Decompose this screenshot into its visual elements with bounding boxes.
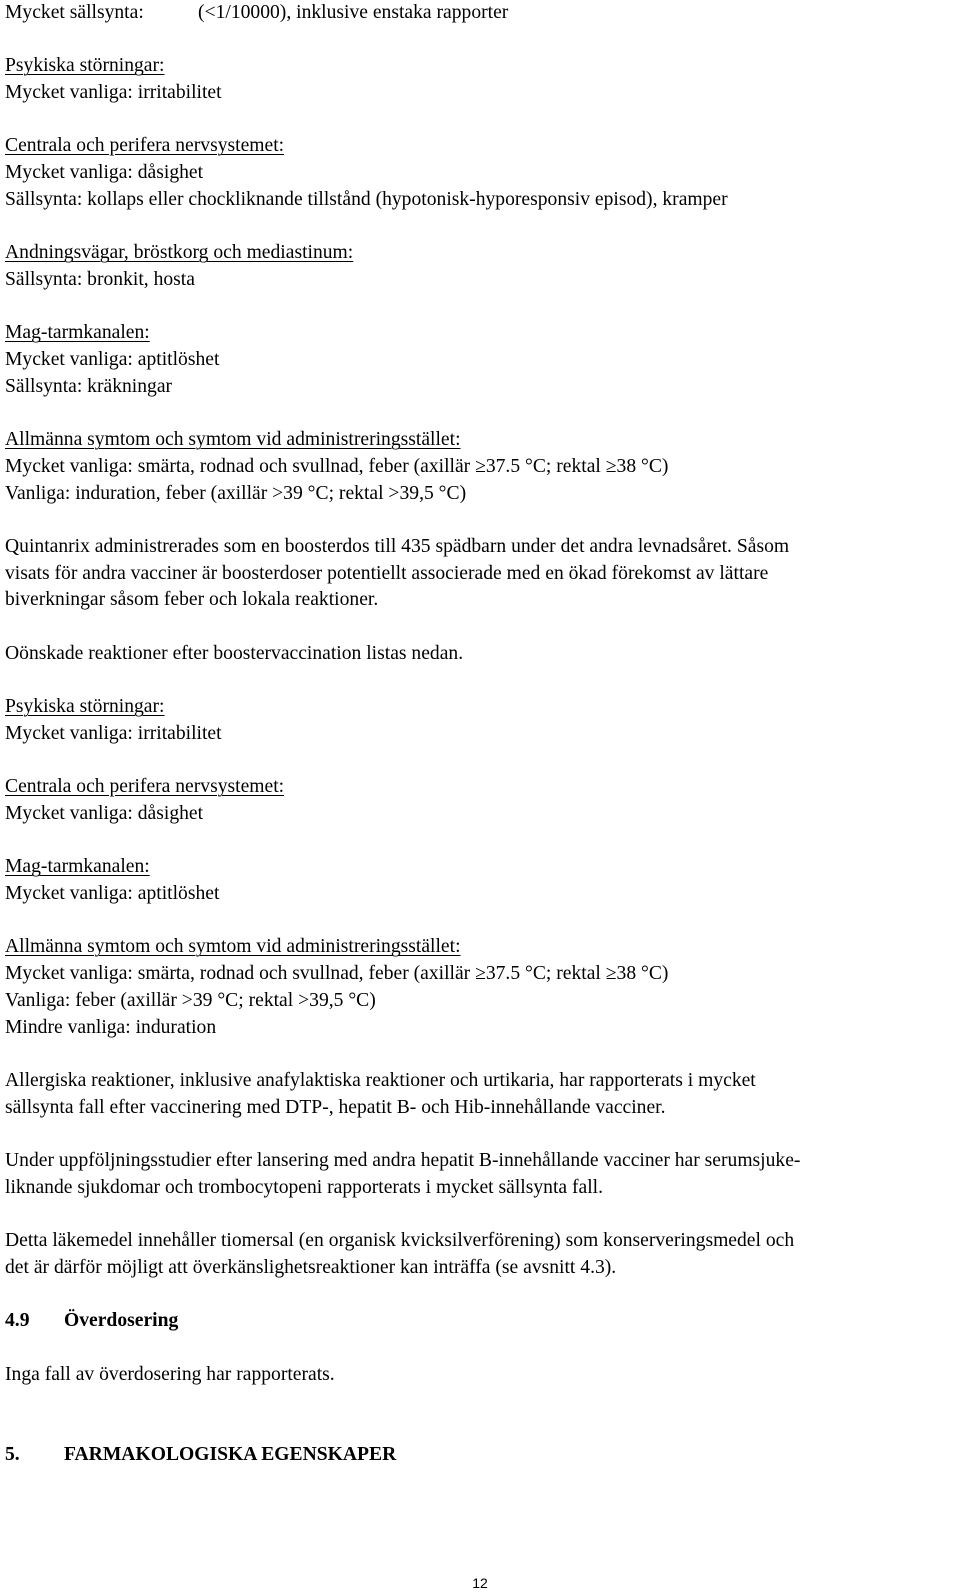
primary-section-psychiatric — [5, 53, 950, 106]
paragraph-line: sällsynta fall efter vaccinering med DTP-, hepatit B- och Hib-innehållande vacciner. — [5, 1096, 666, 1118]
primary-section-general — [5, 427, 950, 507]
frequency-label: Mycket sällsynta: — [5, 2, 144, 23]
section-line: Sällsynta: kräkningar — [5, 375, 173, 397]
section-line: Mycket vanliga: dåsighet — [5, 162, 204, 184]
paragraph-line: biverkningar såsom feber och lokala reaktioner. — [5, 589, 379, 611]
section-line: Mycket vanliga: aptitlöshet — [5, 883, 220, 905]
section-heading: Psykiska störningar: — [5, 55, 165, 77]
section-heading: Centrala och perifera nervsystemet: — [5, 776, 285, 798]
thiomersal-paragraph — [5, 1228, 950, 1281]
booster-section-gastrointestinal — [5, 854, 950, 907]
booster-section-general — [5, 934, 950, 1041]
paragraph-line: Quintanrix administrerades som en boosterdos till 435 spädbarn under det andra levnadsåret. Såsom — [5, 535, 790, 557]
section-line: Sällsynta: bronkit, hosta — [5, 268, 195, 290]
section-line: Vanliga: feber (axillär >39 °C; rektal >39,5 °C) — [5, 989, 376, 1011]
section-line: Mycket vanliga: irritabilitet — [5, 82, 222, 104]
primary-section-respiratory — [5, 240, 950, 293]
booster-section-nervous-system — [5, 774, 950, 827]
primary-section-gastrointestinal — [5, 320, 950, 400]
primary-section-nervous-system — [5, 133, 950, 213]
section-heading: Psykiska störningar: — [5, 696, 165, 718]
section-line: Mycket vanliga: smärta, rodnad och svullnad, feber (axillär ≥37.5 °C; rektal ≥38 °C) — [5, 455, 669, 477]
section-heading: Mag-tarmkanalen: — [5, 856, 150, 878]
section-title: FARMAKOLOGISKA EGENSKAPER — [64, 1443, 397, 1465]
section-line: Mycket vanliga: smärta, rodnad och svullnad, feber (axillär ≥37.5 °C; rektal ≥38 °C) — [5, 963, 669, 985]
section-line: Mycket vanliga: irritabilitet — [5, 722, 222, 744]
section-number: 4.9 — [5, 1310, 30, 1332]
section-heading: Andningsvägar, bröstkorg och mediastinum: — [5, 242, 354, 264]
paragraph-line: visats för andra vacciner är boosterdoser potentiellt associerade med en ökad förekomst av lättare — [5, 562, 769, 584]
section-line: Sällsynta: kollaps eller chockliknande tillstånd (hypotonisk-hyporesponsiv episod), kramper — [5, 188, 728, 210]
section-heading-4-9 — [5, 1308, 950, 1335]
page-number: 12 — [472, 1575, 488, 1591]
section-number: 5. — [5, 1443, 20, 1465]
paragraph-line: liknande sjukdomar och trombocytopeni rapporterats i mycket sällsynta fall. — [5, 1176, 603, 1198]
section-heading-5 — [5, 1442, 950, 1469]
paragraph-line: Allergiska reaktioner, inklusive anafylaktiska reaktioner och urtikaria, har rapporterats i mycket — [5, 1069, 756, 1091]
booster-section-psychiatric — [5, 694, 950, 747]
section-heading: Centrala och perifera nervsystemet: — [5, 135, 285, 157]
section-line: Vanliga: induration, feber (axillär >39 °C; rektal >39,5 °C) — [5, 482, 467, 504]
paragraph-line: Under uppföljningsstudier efter lansering med andra hepatit B-innehållande vacciner har serumsjuke- — [5, 1150, 801, 1172]
frequency-value: (<1/10000), inklusive enstaka rapporter — [198, 2, 509, 23]
booster-intro: Oönskade reaktioner efter boostervaccination listas nedan. — [5, 642, 464, 664]
section-heading: Allmänna symtom och symtom vid administreringsstället: — [5, 429, 461, 451]
document-content — [5, 0, 950, 1468]
overdose-text: Inga fall av överdosering har rapporterats. — [5, 1363, 335, 1385]
section-heading: Allmänna symtom och symtom vid administreringsstället: — [5, 936, 461, 958]
section-line: Mycket vanliga: aptitlöshet — [5, 349, 220, 371]
paragraph-line: Detta läkemedel innehåller tiomersal (en organisk kvicksilverförening) som konserveringsmedel och — [5, 1230, 795, 1252]
section-title: Överdosering — [64, 1310, 179, 1332]
frequency-definition — [5, 0, 950, 27]
followup-paragraph — [5, 1148, 950, 1201]
booster-paragraph — [5, 534, 950, 614]
section-line: Mindre vanliga: induration — [5, 1016, 217, 1038]
allergy-paragraph — [5, 1068, 950, 1121]
section-line: Mycket vanliga: dåsighet — [5, 802, 204, 824]
paragraph-line: det är därför möjligt att överkänslighetsreaktioner kan inträffa (se avsnitt 4.3). — [5, 1256, 617, 1278]
section-heading: Mag-tarmkanalen: — [5, 322, 150, 344]
